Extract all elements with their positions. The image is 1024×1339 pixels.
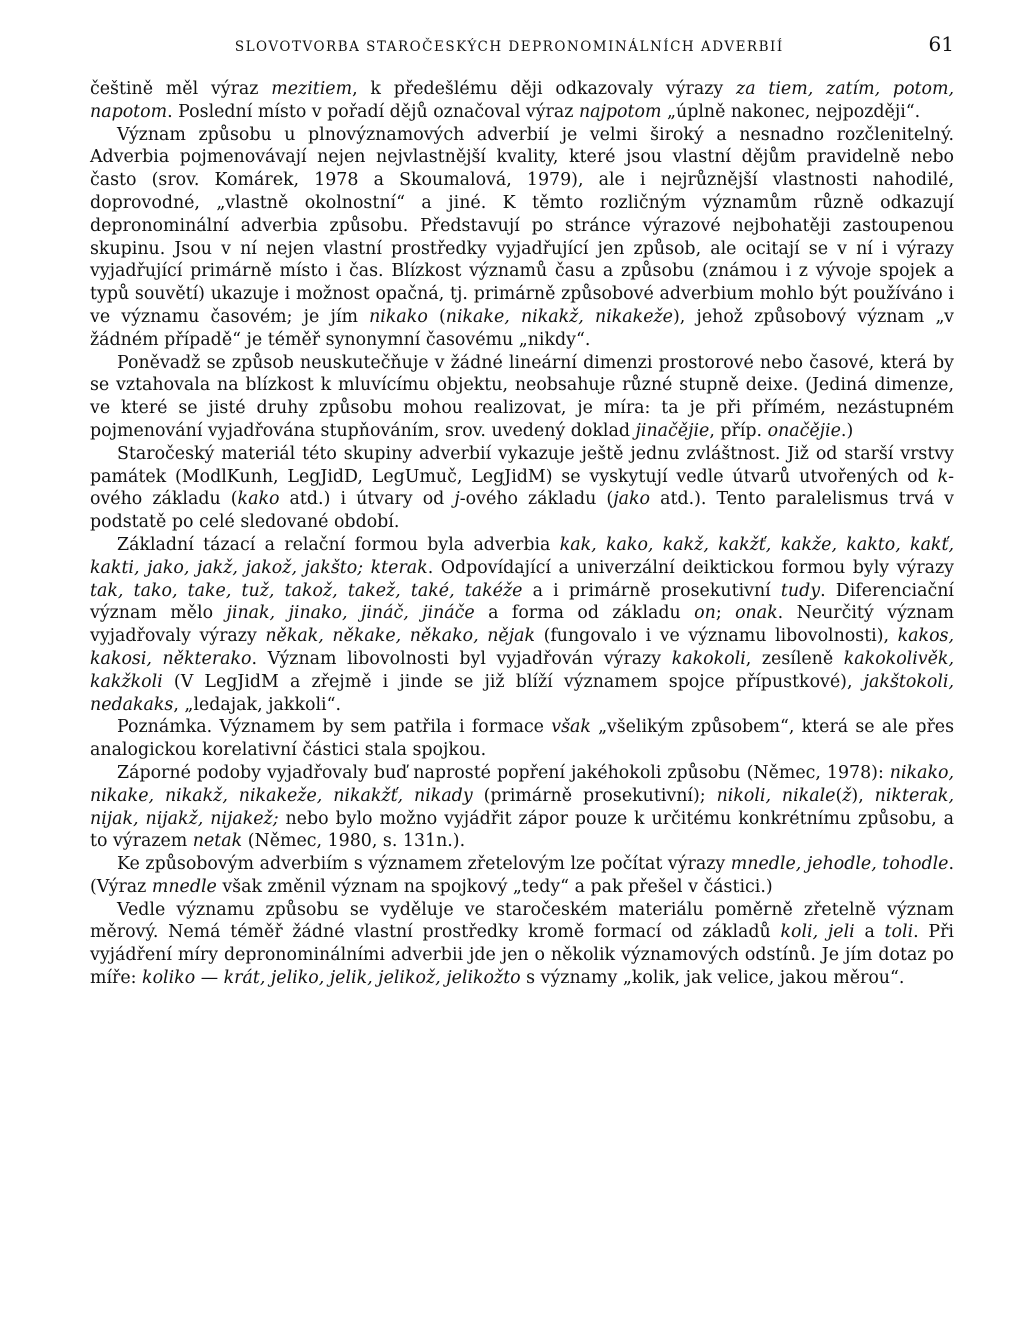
paragraph: Staročeský materiál této skupiny adverbií vykazuje ještě jednu zvláštnost. Již od starší vrstvy památek (ModlKunh, LegJidD, LegUmuč, LegJidM) se vyskytují vedle útvarů utvořených od k-ového základu (kako atd.) i útvary od j-ového základu (jako atd.). Tento paralelismus trvá v podstatě po celé sledované období. xyxy=(90,443,954,533)
paragraph: češtině měl výraz mezitiem, k předešlému ději odkazovaly výrazy za tiem, zatím, potom, napotom. Poslední místo v pořadí dějů označoval výraz najpotom „úplně nakonec, nejpozději“. xyxy=(90,79,955,122)
paragraph: Ke způsobovým adverbiím s významem zřetelovým lze počítat výrazy mnedle, jehodle, tohodle. (Výraz mnedle však změnil význam na spojkový „tedy“ a pak přešel v částici.) xyxy=(90,854,954,897)
body-text xyxy=(90,78,954,990)
page-number: 61 xyxy=(928,32,954,56)
paragraph: Poněvadž se způsob neuskutečňuje v žádné lineární dimenzi prostorové nebo časové, která by se vztahovala na blízkost k mluvícímu objektu, neobsahuje různé stupně deixe. (Jediná dimenze, ve které se jisté druhy způsobu mohou realizovat, je míra: ta je při přímém, nezástupném pojmenování vyjadřována stupňováním, srov. uvedený doklad jinačějie, příp. onačějie.) xyxy=(90,352,954,441)
paragraph: Základní tázací a relační formou byla adverbia kak, kako, kakž, kakžť, kakže, kakto, kakť, kakti, jako, jakž, jakož, jakšto; kterak. Odpovídající a univerzální deiktickou formou byly výrazy tak, tako, take, tuž, takož, takež, také, takéže a i primárně prosekutivní tudy. Diferenciační význam mělo jinak, jinako, jináč, jináče a forma od základu on; onak. Neurčitý význam vyjadřovaly výrazy někak, někake, někako, nějak (fungovalo i ve významu libovolnosti), kakos, kakosi, některako. Význam libovolnosti byl vyjadřován výrazy kakokoli, zesíleně kakokolivěk, kakžkoli (V LegJidM a zřejmě i jinde se již blíží významem spojce přípustkové), jakštokoli, nedakaks, „ledajak, jakkoli“. xyxy=(90,534,955,715)
paragraph: Poznámka. Významem by sem patřila i formace však „všelikým způsobem“, která se ale přes analogickou korelativní částici stala spojkou. xyxy=(90,717,954,761)
running-title: SLOVOTVORBA STAROČESKÝCH DEPRONOMINÁLNÍCH ADVERBIÍ xyxy=(234,39,784,55)
paragraph: Záporné podoby vyjadřovaly buď naprosté popření jakéhokoli způsobu (Němec, 1978): nikako, nikake, nikakž, nikakeže, nikakžť, nikady (primárně prosekutivní); nikoli, nikale(ž), nikterak, nijak, nijakž, nijakež; nebo bylo možno vyjádřit zápor pouze k určitému konkrétnímu způsobu, a to výrazem netak (Němec, 1980, s. 131n.). xyxy=(90,762,954,852)
running-head xyxy=(90,32,954,56)
paragraph: Vedle významu způsobu se vyděluje ve staročeském materiálu poměrně zřetelně význam měrový. Nemá téměř žádné vlastní prostředky kromě formací od základů koli, jeli a toli. Při vyjádření míry depronominálními adverbii jde jen o několik významových odstínů. Je jím dotaz po míře: koliko — krát, jeliko, jelik, jelikož, jelikožto s významy „kolik, jak velice, jakou měrou“. xyxy=(90,899,954,989)
paragraph: Význam způsobu u plnovýznamových adverbií je velmi široký a nesnadno rozčlenitelný. Adverbia pojmenovávají nejen nejvlastnější kvality, které jsou vlastní dějům pravidelně nebo často (srov. Komárek, 1978 a Skoumalová, 1979), ale i nejrůznější vlastnosti nahodilé, doprovodné, „vlastně okolnostní“ a jiné. K těmto rozličným významům různě odkazují depronominální adverbia způsobu. Představují po stránce výrazové nejbohatěji zastoupenou skupinu. Jsou v ní nejen vlastní prostředky vyjadřující jen způsob, ale ocitají se v ní i výrazy vyjadřující primárně místo i čas. Blízkost významů času a způsobu (známou i z vývoje spojek a typů souvětí) ukazuje i možnost opačná, tj. primárně způsobové adverbium mohlo být používáno i ve významu časovém; je jím nikako (nikake, nikakž, nikakeže), jehož způsobový význam „v žádném případě“ je téměř synonymní časovému „nikdy“. xyxy=(90,124,954,350)
